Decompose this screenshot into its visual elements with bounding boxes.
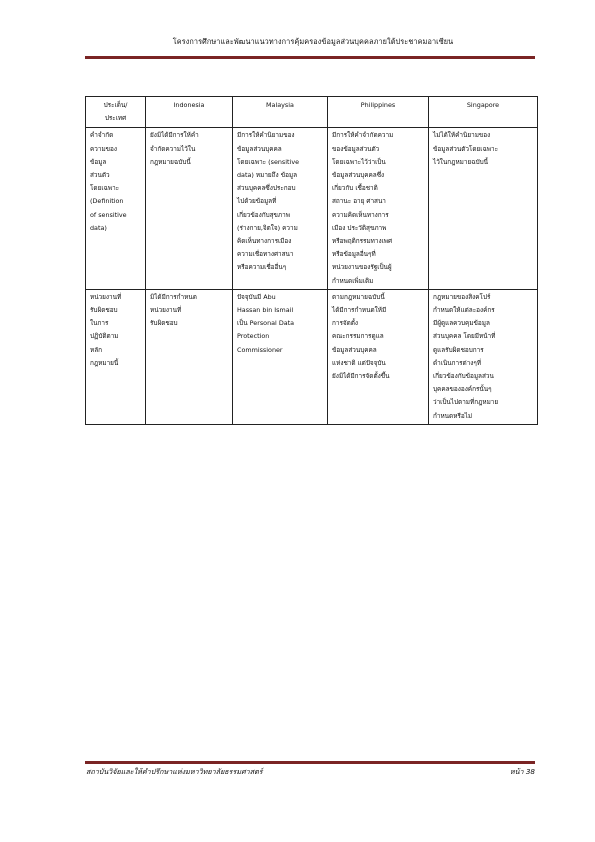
cell-text-line: มีการให้คำนิยามของ <box>237 131 295 140</box>
cell-text-line: หน่วยงานที่ <box>150 306 182 315</box>
table-cell <box>328 128 429 289</box>
cell-text-line: สถานะ อายุ ศาสนา <box>332 197 386 206</box>
cell-text-line: คณะกรรมการดูแล <box>332 332 384 341</box>
cell-text-line: ส่วนบุคคล โดยมีหน้าที่ <box>433 332 496 341</box>
cell-text-line: ข้อมูล <box>90 157 107 166</box>
comparison-table <box>85 96 538 425</box>
cell-text-line: กำหนดหรือไม่ <box>433 411 473 420</box>
column-header <box>429 97 538 128</box>
cell-text-line: data) หมายถึง ข้อมูล <box>237 171 298 180</box>
cell-text-line: ความของ <box>90 144 117 153</box>
cell-text-line: มีการให้คำจำกัดความ <box>332 131 394 140</box>
cell-text-line: ไว้ในกฎหมายฉบับนี้ <box>433 157 489 166</box>
cell-text-line: ปัจจุบันมี Abu <box>237 292 276 301</box>
footer-institute: สถาบันวิจัยและให้คำปรึกษาแห่งมหาวิทยาลัยธรรมศาสตร์ <box>86 767 263 776</box>
table-row <box>86 289 538 424</box>
row-topic-cell <box>86 128 146 289</box>
cell-text-line: เป็น Personal Data <box>237 319 295 328</box>
cell-text-line: ไม่ได้ให้คำนิยามของ <box>433 131 491 140</box>
header-rule <box>85 56 535 59</box>
cell-text-line: หน่วยงานของรัฐเป็นผู้ <box>332 263 392 272</box>
cell-text-line: เมือง ประวัติสุขภาพ <box>332 223 387 232</box>
cell-text-line: ข้อมูลส่วนตัวโดยเฉพาะ <box>433 144 499 153</box>
cell-text-line: หรือข้อมูลอื่นๆที่ <box>332 250 376 259</box>
cell-text-line: กำหนดให้แต่ละองค์กร <box>433 306 495 315</box>
cell-text-line: ไปด้วยข้อมูลที่ <box>237 197 277 206</box>
page-number: หน้า 38 <box>509 767 535 776</box>
footer-rule <box>85 761 535 764</box>
table-cell <box>328 289 429 424</box>
cell-text-line: รับผิดชอบ <box>90 306 118 315</box>
cell-text-line: คำจำกัด <box>90 131 114 140</box>
cell-text-line: ได้มีการกำหนดให้มี <box>332 306 387 315</box>
cell-text-line: รับผิดชอบ <box>150 319 178 328</box>
cell-text-line: กฎหมายนี้ <box>90 358 119 367</box>
cell-text-line: มิได้มีการกำหนด <box>150 292 197 301</box>
column-header <box>146 97 233 128</box>
cell-text-line: บุคคลขององค์กรนั้นๆ <box>433 385 492 394</box>
table-cell <box>429 128 538 289</box>
cell-text-line: หรือพฤติกรรมทางเพศ <box>332 237 393 246</box>
cell-text-line: กฎหมายฉบับนี้ <box>150 157 191 166</box>
cell-text-line: Hassan bin Ismail <box>237 306 294 315</box>
cell-text-line: ดูแลรับผิดชอบการ <box>433 345 484 354</box>
cell-text-line: of sensitive <box>90 210 127 219</box>
row-topic-cell <box>86 289 146 424</box>
cell-text-line: ข้อมูลส่วนบุคคล <box>237 144 282 153</box>
table-cell <box>429 289 538 424</box>
cell-text-line: ดำเนินการต่างๆที่ <box>433 358 482 367</box>
cell-text-line: แห่งชาติ แต่ปัจจุบัน <box>332 358 386 367</box>
cell-text-line: เกี่ยวข้องกับข้อมูลส่วน <box>433 372 494 381</box>
table-cell <box>233 289 328 424</box>
table-header-row <box>86 97 538 128</box>
cell-text-line: ส่วนบุคคลซึ่งประกอบ <box>237 184 296 193</box>
table-cell <box>233 128 328 289</box>
cell-text-line: โดยเฉพาะ (sensitive <box>237 157 300 166</box>
column-header-line: Philippines <box>360 101 396 109</box>
cell-text-line: ของข้อมูลส่วนตัว <box>332 144 380 153</box>
column-header-line: Malaysia <box>266 101 294 109</box>
column-header-line: Indonesia <box>173 101 205 109</box>
cell-text-line: โดยเฉพาะไว้ว่าเป็น <box>332 157 386 166</box>
cell-text-line: การจัดตั้ง <box>332 319 359 328</box>
column-header-line: ประเด็น/ <box>103 101 128 109</box>
cell-text-line: หน่วยงานที่ <box>90 292 122 301</box>
cell-text-line: ว่าเป็นไปตามที่กฎหมาย <box>433 398 499 407</box>
cell-text-line: ความคิดเห็นทางการ <box>332 210 389 219</box>
cell-text-line: ในการ <box>90 319 109 328</box>
cell-text-line: คิดเห็นทางการเมือง <box>237 237 292 246</box>
column-header-line: Singapore <box>466 101 500 109</box>
column-header <box>86 97 146 128</box>
cell-text-line: ความเชื่อทางศาสนา <box>237 250 294 259</box>
cell-text-line: ยังมิได้มีการให้คำ <box>150 131 199 140</box>
cell-text-line: จำกัดความไว้ใน <box>150 144 196 153</box>
table-cell <box>146 289 233 424</box>
page-header: โครงการศึกษาและพัฒนาแนวทางการคุ้มครองข้อมูลส่วนบุคคลภายใต้ประชาคมอาเซียน <box>172 37 454 46</box>
cell-text-line: หรือความเชื่ออื่นๆ <box>237 263 287 272</box>
cell-text-line: กำหนดเพิ่มเติม <box>332 276 374 285</box>
column-header <box>233 97 328 128</box>
cell-text-line: เกี่ยวข้องกับสุขภาพ <box>237 210 290 219</box>
cell-text-line: (Definition <box>90 197 124 206</box>
cell-text-line: ยังมิได้มีการจัดตั้งขึ้น <box>332 372 390 381</box>
cell-text-line: Protection <box>237 332 270 341</box>
cell-text-line: ปฏิบัติตาม <box>90 332 119 341</box>
table-row <box>86 128 538 289</box>
cell-text-line: (ร่างกาย,จิตใจ) ความ <box>237 223 298 232</box>
cell-text-line: data) <box>90 223 107 232</box>
cell-text-line: มีผู้ดูแลควบคุมข้อมูล <box>433 319 490 328</box>
cell-text-line: หลัก <box>90 345 102 354</box>
cell-text-line: ข้อมูลส่วนบุคคลซึ่ง <box>332 171 385 180</box>
cell-text-line: ส่วนตัว <box>90 171 110 180</box>
column-header-line: ประเทศ <box>104 114 127 123</box>
cell-text-line: เกี่ยวกับ เชื้อชาติ <box>332 184 378 193</box>
cell-text-line: ข้อมูลส่วนบุคคล <box>332 345 377 354</box>
cell-text-line: Commissioner <box>237 345 283 354</box>
cell-text-line: โดยเฉพาะ <box>90 184 120 193</box>
column-header <box>328 97 429 128</box>
table-cell <box>146 128 233 289</box>
cell-text-line: ตามกฎหมายฉบับนี้ <box>332 292 385 301</box>
cell-text-line: กฎหมายของสิงคโปร์ <box>433 292 491 301</box>
